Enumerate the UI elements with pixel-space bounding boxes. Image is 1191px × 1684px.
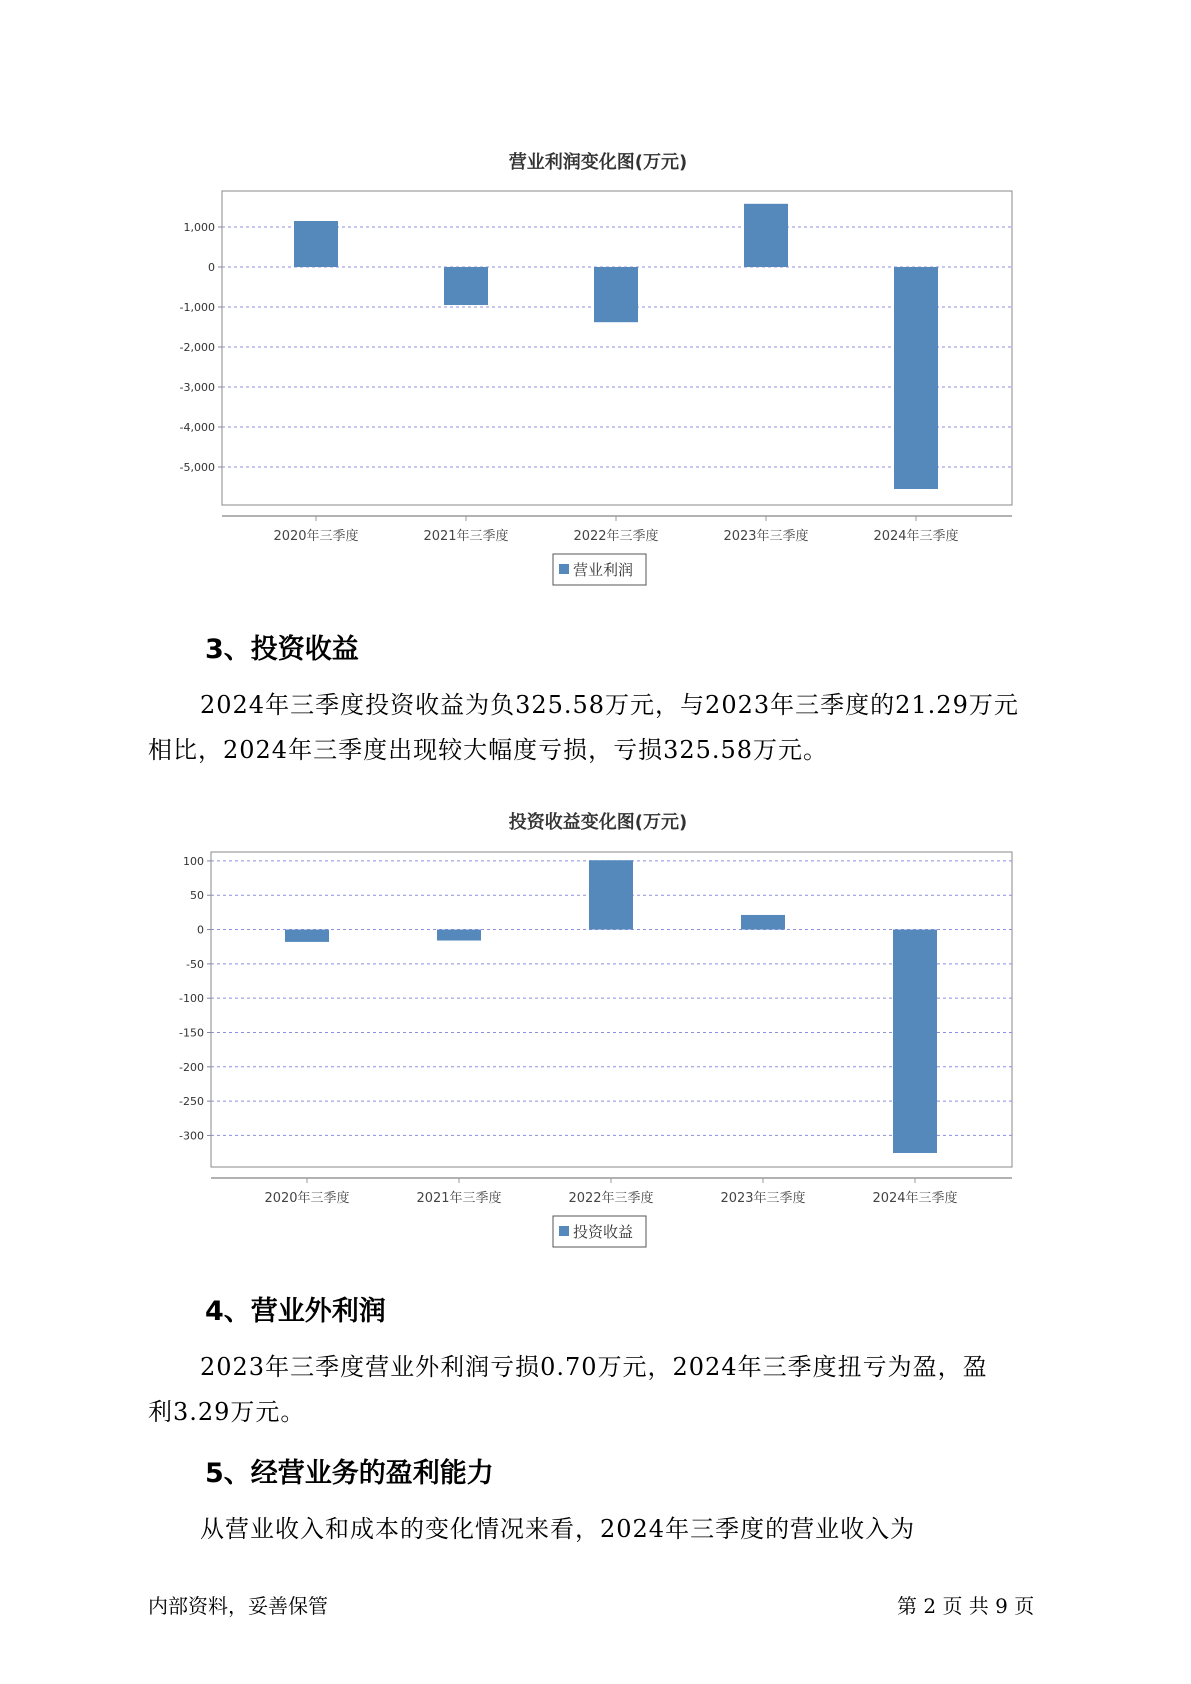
y-tick-label: -50 — [186, 957, 204, 971]
x-category-label: 2022年三季度 — [573, 529, 659, 544]
y-tick-label: 50 — [190, 889, 204, 903]
x-category-label: 2020年三季度 — [273, 529, 359, 544]
y-tick-label: -200 — [179, 1060, 204, 1074]
legend-swatch — [559, 564, 569, 574]
bar-2023年三季度 — [744, 204, 788, 267]
y-tick-label: -300 — [179, 1129, 204, 1143]
y-tick-label: -150 — [179, 1026, 204, 1040]
footer-page-number: 第 2 页 共 9 页 — [897, 1594, 1035, 1618]
section-heading-investment-income: 3、投资收益 — [205, 634, 359, 665]
section-heading-profitability: 5、经营业务的盈利能力 — [205, 1458, 494, 1489]
legend-label: 营业利润 — [573, 561, 634, 579]
chart-title: 投资收益变化图(万元) — [508, 812, 688, 833]
x-category-label: 2020年三季度 — [264, 1191, 350, 1206]
y-tick-label: -2,000 — [179, 341, 215, 354]
y-tick-label: -1,000 — [179, 301, 215, 314]
x-category-label: 2023年三季度 — [720, 1191, 806, 1206]
x-category-label: 2024年三季度 — [873, 529, 959, 544]
bar-2022年三季度 — [594, 267, 638, 322]
y-tick-label: -250 — [179, 1095, 204, 1109]
y-tick-label: 0 — [197, 923, 204, 937]
legend-swatch — [559, 1226, 569, 1236]
y-tick-label: -5,000 — [179, 461, 215, 474]
operating-profit-chart — [180, 151, 1012, 585]
x-category-label: 2021年三季度 — [423, 529, 509, 544]
legend — [553, 1216, 646, 1247]
x-category-label: 2021年三季度 — [416, 1191, 502, 1206]
bar-2021年三季度 — [444, 267, 488, 305]
bar-2024年三季度 — [893, 930, 937, 1153]
bar-2022年三季度 — [589, 860, 633, 929]
paragraph-line: 2024年三季度投资收益为负325.58万元，与2023年三季度的21.29万元 — [200, 691, 1019, 719]
x-category-label: 2024年三季度 — [872, 1191, 958, 1206]
y-tick-label: -100 — [179, 992, 204, 1006]
y-tick-label: -3,000 — [179, 381, 215, 394]
section-heading-non-operating-profit: 4、营业外利润 — [205, 1296, 386, 1327]
paragraph-investment-income — [148, 683, 1068, 773]
bar-2020年三季度 — [294, 221, 338, 267]
y-tick-label: 100 — [183, 854, 204, 868]
y-tick-label: 1,000 — [183, 221, 215, 234]
legend-label: 投资收益 — [573, 1223, 634, 1241]
paragraph-line: 利3.29万元。 — [148, 1398, 306, 1426]
paragraph-line: 相比，2024年三季度出现较大幅度亏损，亏损325.58万元。 — [148, 736, 829, 764]
chart-title: 营业利润变化图(万元) — [508, 152, 688, 173]
investment-income-chart — [179, 811, 1012, 1247]
bar-2020年三季度 — [285, 930, 329, 942]
bar-2021年三季度 — [437, 930, 481, 941]
paragraph-line: 2023年三季度营业外利润亏损0.70万元，2024年三季度扭亏为盈，盈 — [200, 1353, 988, 1381]
bar-2024年三季度 — [894, 267, 938, 489]
y-tick-label: 0 — [208, 261, 215, 274]
legend — [553, 554, 646, 585]
paragraph-line: 从营业收入和成本的变化情况来看，2024年三季度的营业收入为 — [200, 1515, 916, 1543]
bar-2023年三季度 — [741, 915, 785, 930]
paragraph-non-operating-profit — [148, 1345, 1068, 1435]
x-category-label: 2023年三季度 — [723, 529, 809, 544]
paragraph-profitability — [148, 1507, 1068, 1552]
x-category-label: 2022年三季度 — [568, 1191, 654, 1206]
footer-confidential-note: 内部资料，妥善保管 — [148, 1594, 328, 1618]
plot-frame — [222, 191, 1012, 505]
y-tick-label: -4,000 — [179, 421, 215, 434]
